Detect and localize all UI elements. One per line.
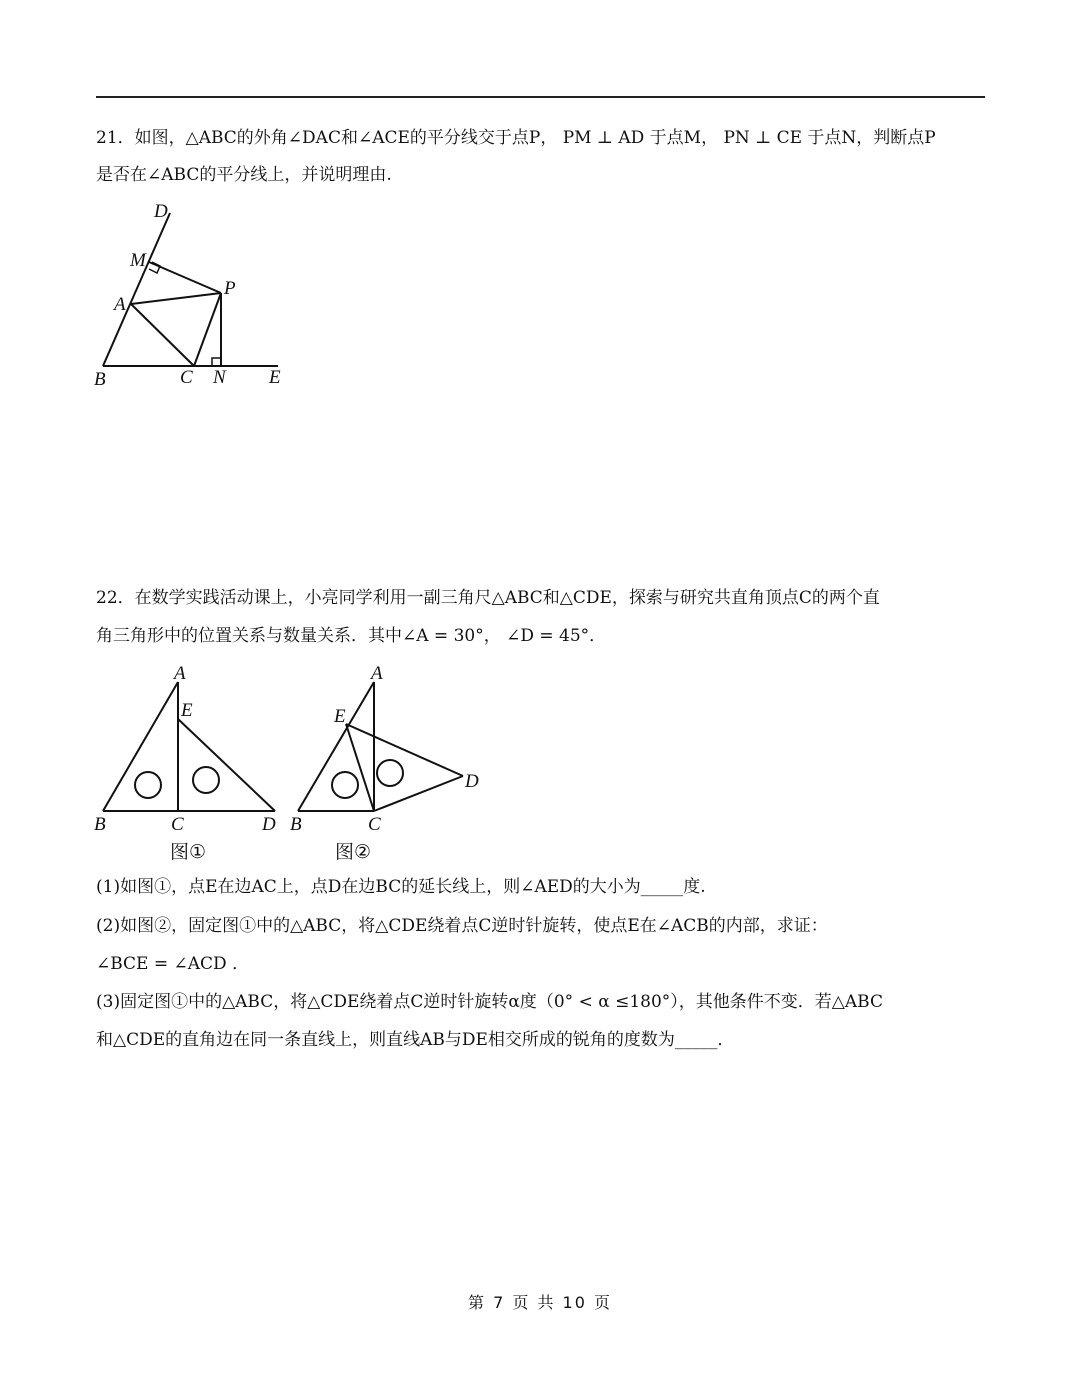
q22-part3-line2: 和△CDE的直角边在同一条直线上，则直线AB与DE相交所成的锐角的度数为_____． — [96, 1030, 735, 1050]
q21-label-a: A — [114, 294, 126, 315]
fig2-caption: 图② — [335, 841, 372, 863]
fig2-label-a: A — [371, 663, 383, 684]
q22-part3-line1: (3)固定图①中的△ABC，将△CDE绕着点C逆时针旋转α度（0° < α ≤180°），其他条件不变．若△ABC — [96, 992, 883, 1012]
q21-text-line1: 21．如图，△ABC的外角∠DAC和∠ACE的平分线交于点P， PM ⊥ AD 于点M， PN ⊥ CE 于点N，判断点P — [96, 128, 936, 148]
fig1-caption: 图① — [170, 841, 207, 863]
q21-text-line2: 是否在∠ABC的平分线上，并说明理由. — [96, 165, 392, 185]
fig2-label-e: E — [334, 706, 346, 727]
page-footer: 第 7 页 共 10 页 — [468, 1293, 612, 1312]
q21-label-p: P — [224, 278, 236, 299]
q21-label-n: N — [213, 367, 226, 388]
fig2-line-ed — [346, 724, 463, 776]
q21-label-d: D — [154, 201, 168, 222]
fig2-label-d: D — [465, 771, 479, 792]
fig2-hole-1 — [332, 772, 358, 798]
fig1-label-b: B — [94, 814, 106, 835]
fig1-label-d: D — [262, 814, 276, 835]
q22-part2-line2: ∠BCE = ∠ACD ． — [96, 954, 250, 974]
q22-part2-line1: (2)如图②，固定图①中的△ABC，将△CDE绕着点C逆时针旋转，使点E在∠ACB的内部，求证： — [96, 916, 828, 936]
q22-text-line1: 22．在数学实践活动课上，小亮同学利用一副三角尺△ABC和△CDE，探索与研究共直角顶点C的两个直 — [96, 588, 880, 608]
fig2-line-ab — [298, 682, 374, 811]
q21-label-b: B — [94, 369, 106, 390]
fig1-label-a: A — [174, 663, 186, 684]
fig2-hole-2 — [377, 760, 403, 786]
q21-label-m: M — [130, 250, 146, 271]
q22-part1: (1)如图①，点E在边AC上，点D在边BC的延长线上，则∠AED的大小为_____度. — [96, 877, 706, 897]
q21-label-c: C — [180, 367, 193, 388]
q22-text-line2: 角三角形中的位置关系与数量关系．其中∠A = 30°， ∠D = 45°． — [96, 626, 607, 646]
fig1-label-c: C — [171, 814, 184, 835]
q21-label-e: E — [269, 367, 281, 388]
fig2-line-cd — [374, 776, 463, 811]
fig2-label-c: C — [368, 814, 381, 835]
fig2-label-b: B — [290, 814, 302, 835]
fig1-label-e: E — [181, 700, 193, 721]
